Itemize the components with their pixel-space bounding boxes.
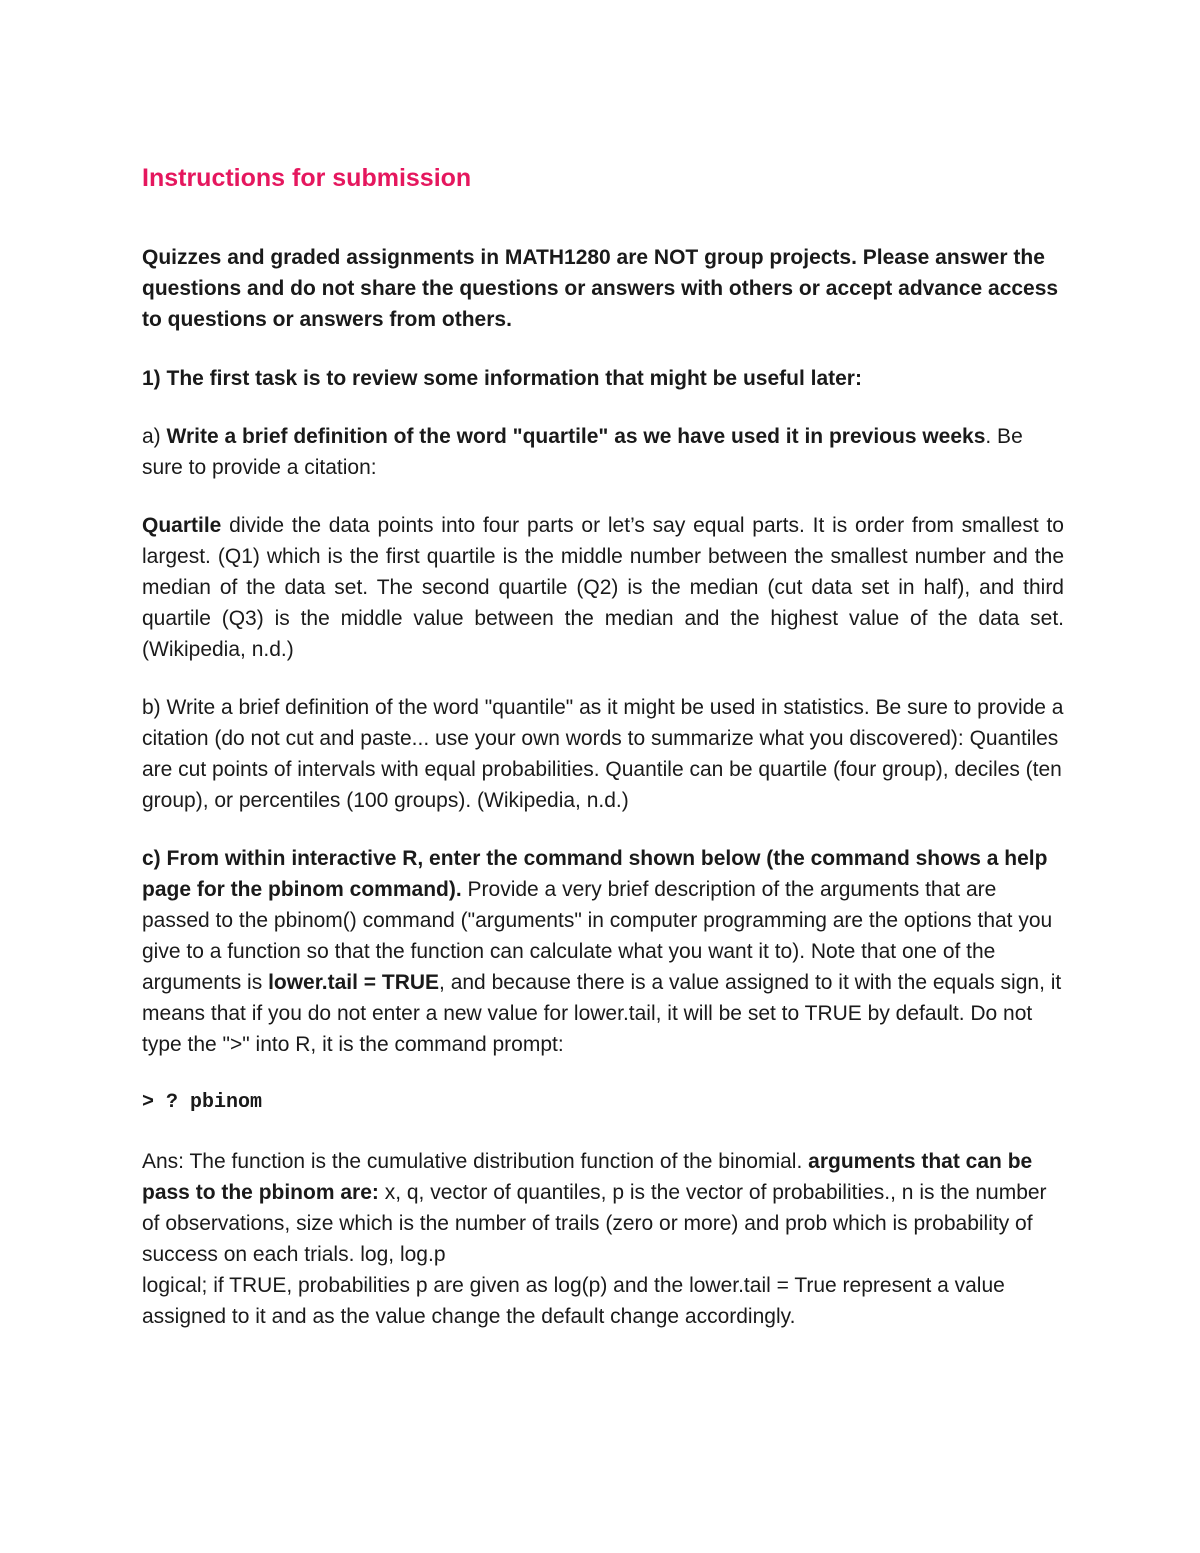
answer-c-intro: Ans: The function is the cumulative distribution function of the binomial. <box>142 1150 809 1173</box>
question-c-text-continued: , and because there is a value assigned to it with the equals sign, it means that if you do not enter a new value for lower.tail, it will be set to TRUE by default. Do not type the ">" into R, it is the command prompt: <box>142 971 1062 1056</box>
intro-paragraph: Quizzes and graded assignments in MATH1280 are NOT group projects. Please answer the questions and do not share the questions or answers with others or accept advance access to questions or answers from others. <box>142 246 1059 331</box>
lower-tail-argument: lower.tail = TRUE <box>268 971 440 994</box>
document-page <box>142 160 1064 1332</box>
question-b: b) Write a brief definition of the word "quantile" as it might be used in statistics. Be sure to provide a citation (do not cut and paste... use your own words to summarize what you discovered): Quantiles are cut points of intervals with equal probabilities. Quantile can be quartile (four group), deciles (ten group), or percentiles (100 groups). (Wikipedia, n.d.) <box>142 696 1064 812</box>
question-a-rest: . Be sure to provide a citation: <box>142 425 1023 479</box>
answer-c <box>142 1146 1064 1270</box>
page-title: Instructions for submission <box>142 164 472 192</box>
answer-c-arguments-label: arguments that can be pass to the pbinom are: <box>142 1150 1033 1204</box>
answer-c-arguments: x, q, vector of quantiles, p is the vector of probabilities., n is the number of observations, size which is the number of trails (zero or more) and prob which is probability of success on each trials. log, log.p <box>142 1181 1047 1266</box>
question-c-prompt: c) From within interactive R, enter the command shown below (the command shows a help page for the pbinom command). <box>142 847 1048 901</box>
answer-c-logical: logical; if TRUE, probabilities p are given as log(p) and the lower.tail = True represent a value assigned to it and as the value change the default change accordingly. <box>142 1274 1005 1328</box>
question-a <box>142 421 1064 483</box>
question-c-text: Provide a very brief description of the arguments that are passed to the pbinom() command ("arguments" in computer programming are the options that you give to a function so that the function can calculate what you want it to). Note that one of the arguments is <box>142 878 1053 994</box>
question-c <box>142 843 1064 1060</box>
r-command: > ? pbinom <box>142 1091 263 1114</box>
task-1-heading: 1) The first task is to review some information that might be useful later: <box>142 367 862 390</box>
quartile-definition: divide the data points into four parts or let’s say equal parts. It is order from smallest to largest. (Q1) which is the first quartile is the middle number between the smallest number and the median of the data set. The second quartile (Q2) is the median (cut data set in half), and third quartile (Q3) is the middle value between the median and the highest value of the data set. (Wikipedia, n.d.) <box>142 514 1064 661</box>
answer-a <box>142 510 1064 665</box>
question-a-prompt: Write a brief definition of the word "quartile" as we have used it in previous weeks <box>166 425 986 448</box>
question-a-label: a) <box>142 425 167 448</box>
quartile-term: Quartile <box>142 514 222 537</box>
